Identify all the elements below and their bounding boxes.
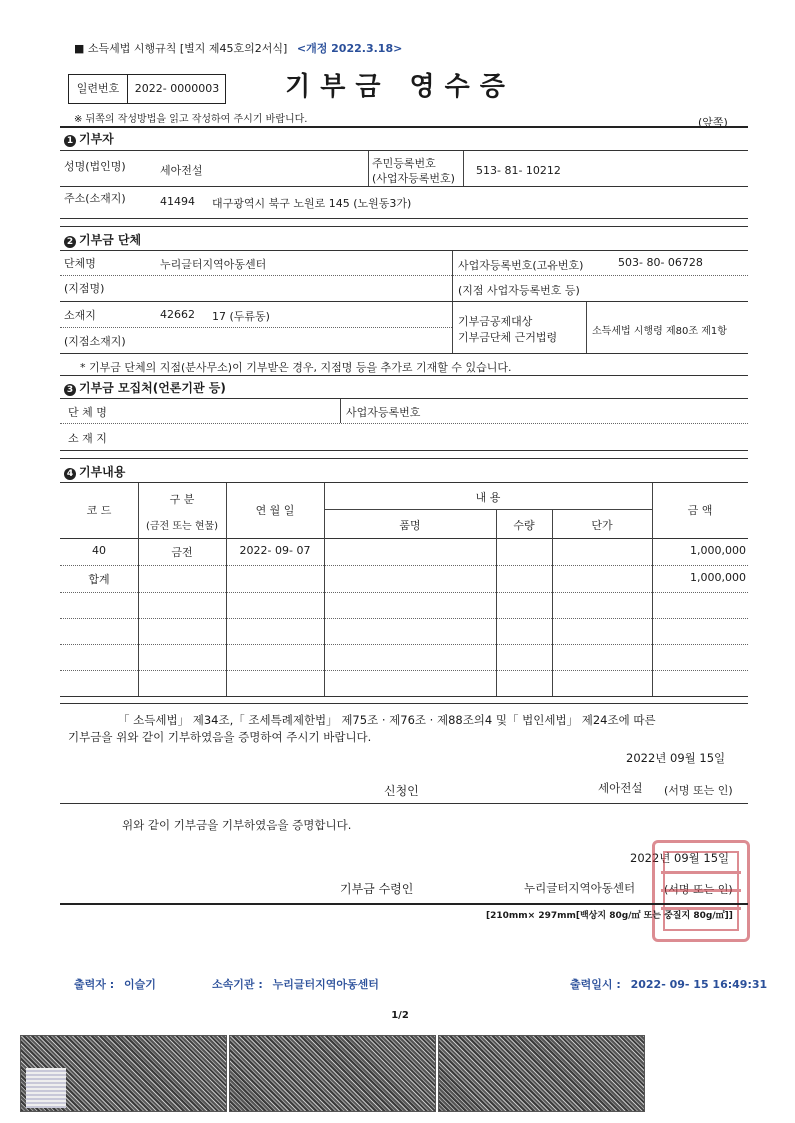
- scan-noise-block: [229, 1035, 436, 1112]
- divider: [60, 618, 748, 619]
- divider: [60, 903, 748, 905]
- revision-date: <개정 2022.3.18>: [296, 42, 403, 55]
- cell-code: 합계: [88, 573, 110, 586]
- divider: [60, 644, 748, 645]
- divider: [324, 483, 325, 696]
- donor-address-value: 대구광역시 북구 노원로 145 (노원동3가): [212, 197, 412, 210]
- col-header-code: 코 드: [86, 504, 112, 517]
- section-number: 1: [64, 135, 76, 147]
- divider: [60, 458, 748, 459]
- org-name-value: 누리글터지역아동센터: [160, 258, 267, 271]
- receiver-name: 누리글터지역아동센터: [524, 881, 636, 895]
- divider: [368, 151, 369, 186]
- scan-noise-block: [438, 1035, 645, 1112]
- printer-info: [74, 976, 156, 992]
- paper-spec: [210mm× 297mm[백상지 80g/㎡ 또는 중질지 80g/㎡]]: [486, 911, 733, 921]
- divider: [60, 538, 748, 539]
- print-time-label: 출력일시 :: [570, 978, 621, 991]
- scan-noise-patch: [26, 1068, 66, 1108]
- donor-address-label: 주소(소재지): [64, 192, 126, 205]
- divider: [652, 483, 653, 696]
- divider: [60, 301, 748, 302]
- divider: [60, 275, 748, 276]
- section-title-text: 기부금 단체: [79, 233, 142, 247]
- divider: [452, 251, 453, 301]
- col-header-item: 품명: [399, 519, 421, 532]
- serial-value: 2022- 0000003: [134, 82, 220, 95]
- donor-name-label: 성명(법인명): [64, 160, 126, 173]
- divider: [60, 398, 748, 399]
- org-note: * 기부금 단체의 지점(분사무소)이 기부받은 경우, 지점명 등을 추가로 기재할 수 있습니다.: [80, 361, 512, 374]
- org-branch-label: (지점명): [64, 282, 105, 295]
- org-legal-label-sub: 기부금단체 근거법령: [458, 331, 558, 344]
- page-number: 1/2: [391, 1010, 409, 1021]
- printer-label: 출력자 :: [74, 978, 115, 991]
- applicant-sign: (서명 또는 인): [664, 784, 733, 797]
- divider: [586, 302, 587, 353]
- org-legal-label: 기부금공제대상: [458, 315, 533, 328]
- org-bizno-value: 503- 80- 06728: [618, 256, 703, 269]
- divider: [60, 186, 748, 187]
- org-location-value: 17 (두류동): [212, 310, 270, 323]
- col-header-date: 연 월 일: [255, 504, 295, 517]
- receiver-label: 기부금 수령인: [340, 882, 414, 896]
- divider: [60, 327, 452, 328]
- collector-section-title: [64, 379, 226, 396]
- certify-line-1: 「 소득세법」 제34조,「 조세특례제한법」 제75조 · 제76조 · 제88조의4 및「 법인세법」 제24조에 따른: [118, 713, 656, 727]
- donor-section-title: [64, 130, 114, 147]
- donor-name-value: 세아전설: [160, 164, 203, 177]
- collector-name-label: 단 체 명: [68, 406, 107, 419]
- org-name-label: 단체명: [64, 257, 96, 270]
- cell-type: 금전: [171, 546, 193, 559]
- cell-amount: 1,000,000: [690, 571, 746, 584]
- serial-number-box: [68, 74, 226, 104]
- org-bizno-label: 사업자등록번호(고유번호): [458, 259, 584, 272]
- col-header-type: 구 분: [169, 493, 195, 506]
- divider: [138, 483, 139, 696]
- section-title-text: 기부자: [79, 132, 114, 146]
- divider: [60, 250, 748, 251]
- divider: [60, 226, 748, 227]
- organization-seal: [652, 840, 750, 942]
- divider: [340, 399, 341, 423]
- receipt-date: 2022년 09월 15일: [630, 851, 730, 865]
- divider: [60, 670, 748, 671]
- print-time-info: [570, 976, 767, 992]
- org-location-zip: 42662: [160, 308, 195, 321]
- divider: [463, 151, 464, 186]
- divider: [60, 803, 748, 804]
- divider: [60, 696, 748, 697]
- form-ref-text: ■ 소득세법 시행규칙 [별지 제45호의2서식]: [74, 42, 288, 55]
- divider: [226, 483, 227, 696]
- donor-id-value: 513- 81- 10212: [476, 164, 561, 177]
- org-footer-label: 소속기관 :: [212, 978, 263, 991]
- org-branch-bizno-label: (지점 사업자등록번호 등): [458, 284, 580, 297]
- col-header-qty: 수량: [513, 519, 535, 532]
- serial-label: 일련번호: [69, 75, 128, 103]
- org-section-title: [64, 231, 141, 248]
- divider: [496, 509, 497, 696]
- col-header-content: 내 용: [475, 491, 501, 504]
- seal-mark: [661, 871, 741, 874]
- divider: [452, 302, 453, 353]
- form-reference: [74, 40, 402, 56]
- divider: [552, 509, 553, 696]
- section-number: 3: [64, 384, 76, 396]
- applicant-label: 신청인: [384, 784, 419, 798]
- divider: [60, 592, 748, 593]
- instruction-text: ※ 뒤쪽의 작성방법을 읽고 작성하여 주시기 바랍니다.: [74, 114, 308, 125]
- section-title-text: 기부금 모집처(언론기관 등): [79, 381, 226, 395]
- section-title-text: 기부내용: [79, 465, 126, 479]
- divider: [324, 509, 652, 510]
- org-branch-location-label: (지점소재지): [64, 335, 126, 348]
- divider: [60, 375, 748, 376]
- divider: [60, 703, 748, 704]
- divider: [60, 482, 748, 483]
- divider: [60, 450, 748, 451]
- cell-amount: 1,000,000: [690, 544, 746, 557]
- donor-id-label-sub: (사업자등록번호): [372, 172, 455, 185]
- col-header-unit: 단가: [591, 519, 613, 532]
- page-side-label: (앞쪽): [698, 116, 728, 129]
- section-number: 4: [64, 468, 76, 480]
- divider: [60, 565, 748, 566]
- collector-bizno-label: 사업자등록번호: [346, 406, 421, 419]
- col-header-type-sub: (금전 또는 현물): [145, 521, 219, 532]
- certify-line-2: 기부금을 위와 같이 기부하였음을 증명하여 주시기 바랍니다.: [68, 730, 372, 744]
- divider: [60, 353, 748, 354]
- seal-mark: [661, 889, 741, 892]
- col-header-amount: 금 액: [687, 504, 713, 517]
- printer-name: 이슬기: [123, 978, 156, 991]
- donor-address-zip: 41494: [160, 195, 195, 208]
- section-number: 2: [64, 236, 76, 248]
- org-legal-value: 소득세법 시행령 제80조 제1항: [592, 326, 727, 337]
- org-location-label: 소재지: [64, 309, 96, 322]
- divider: [60, 150, 748, 151]
- org-info: [212, 976, 379, 992]
- receipt-text: 위와 같이 기부금을 기부하였음을 증명합니다.: [122, 818, 352, 832]
- certify-date: 2022년 09월 15일: [626, 751, 726, 765]
- cell-code: 40: [92, 544, 106, 557]
- divider: [60, 423, 748, 424]
- collector-location-label: 소 재 지: [68, 432, 107, 445]
- org-footer-name: 누리글터지역아동센터: [272, 978, 379, 991]
- donor-id-label: 주민등록번호: [372, 157, 436, 170]
- page-title: 기부금 영수증: [285, 72, 515, 102]
- print-time-value: 2022- 09- 15 16:49:31: [630, 978, 768, 991]
- divider: [60, 218, 748, 219]
- divider: [60, 126, 748, 128]
- cell-date: 2022- 09- 07: [239, 544, 311, 557]
- details-section-title: [64, 463, 125, 480]
- applicant-name: 세아전설: [598, 781, 643, 795]
